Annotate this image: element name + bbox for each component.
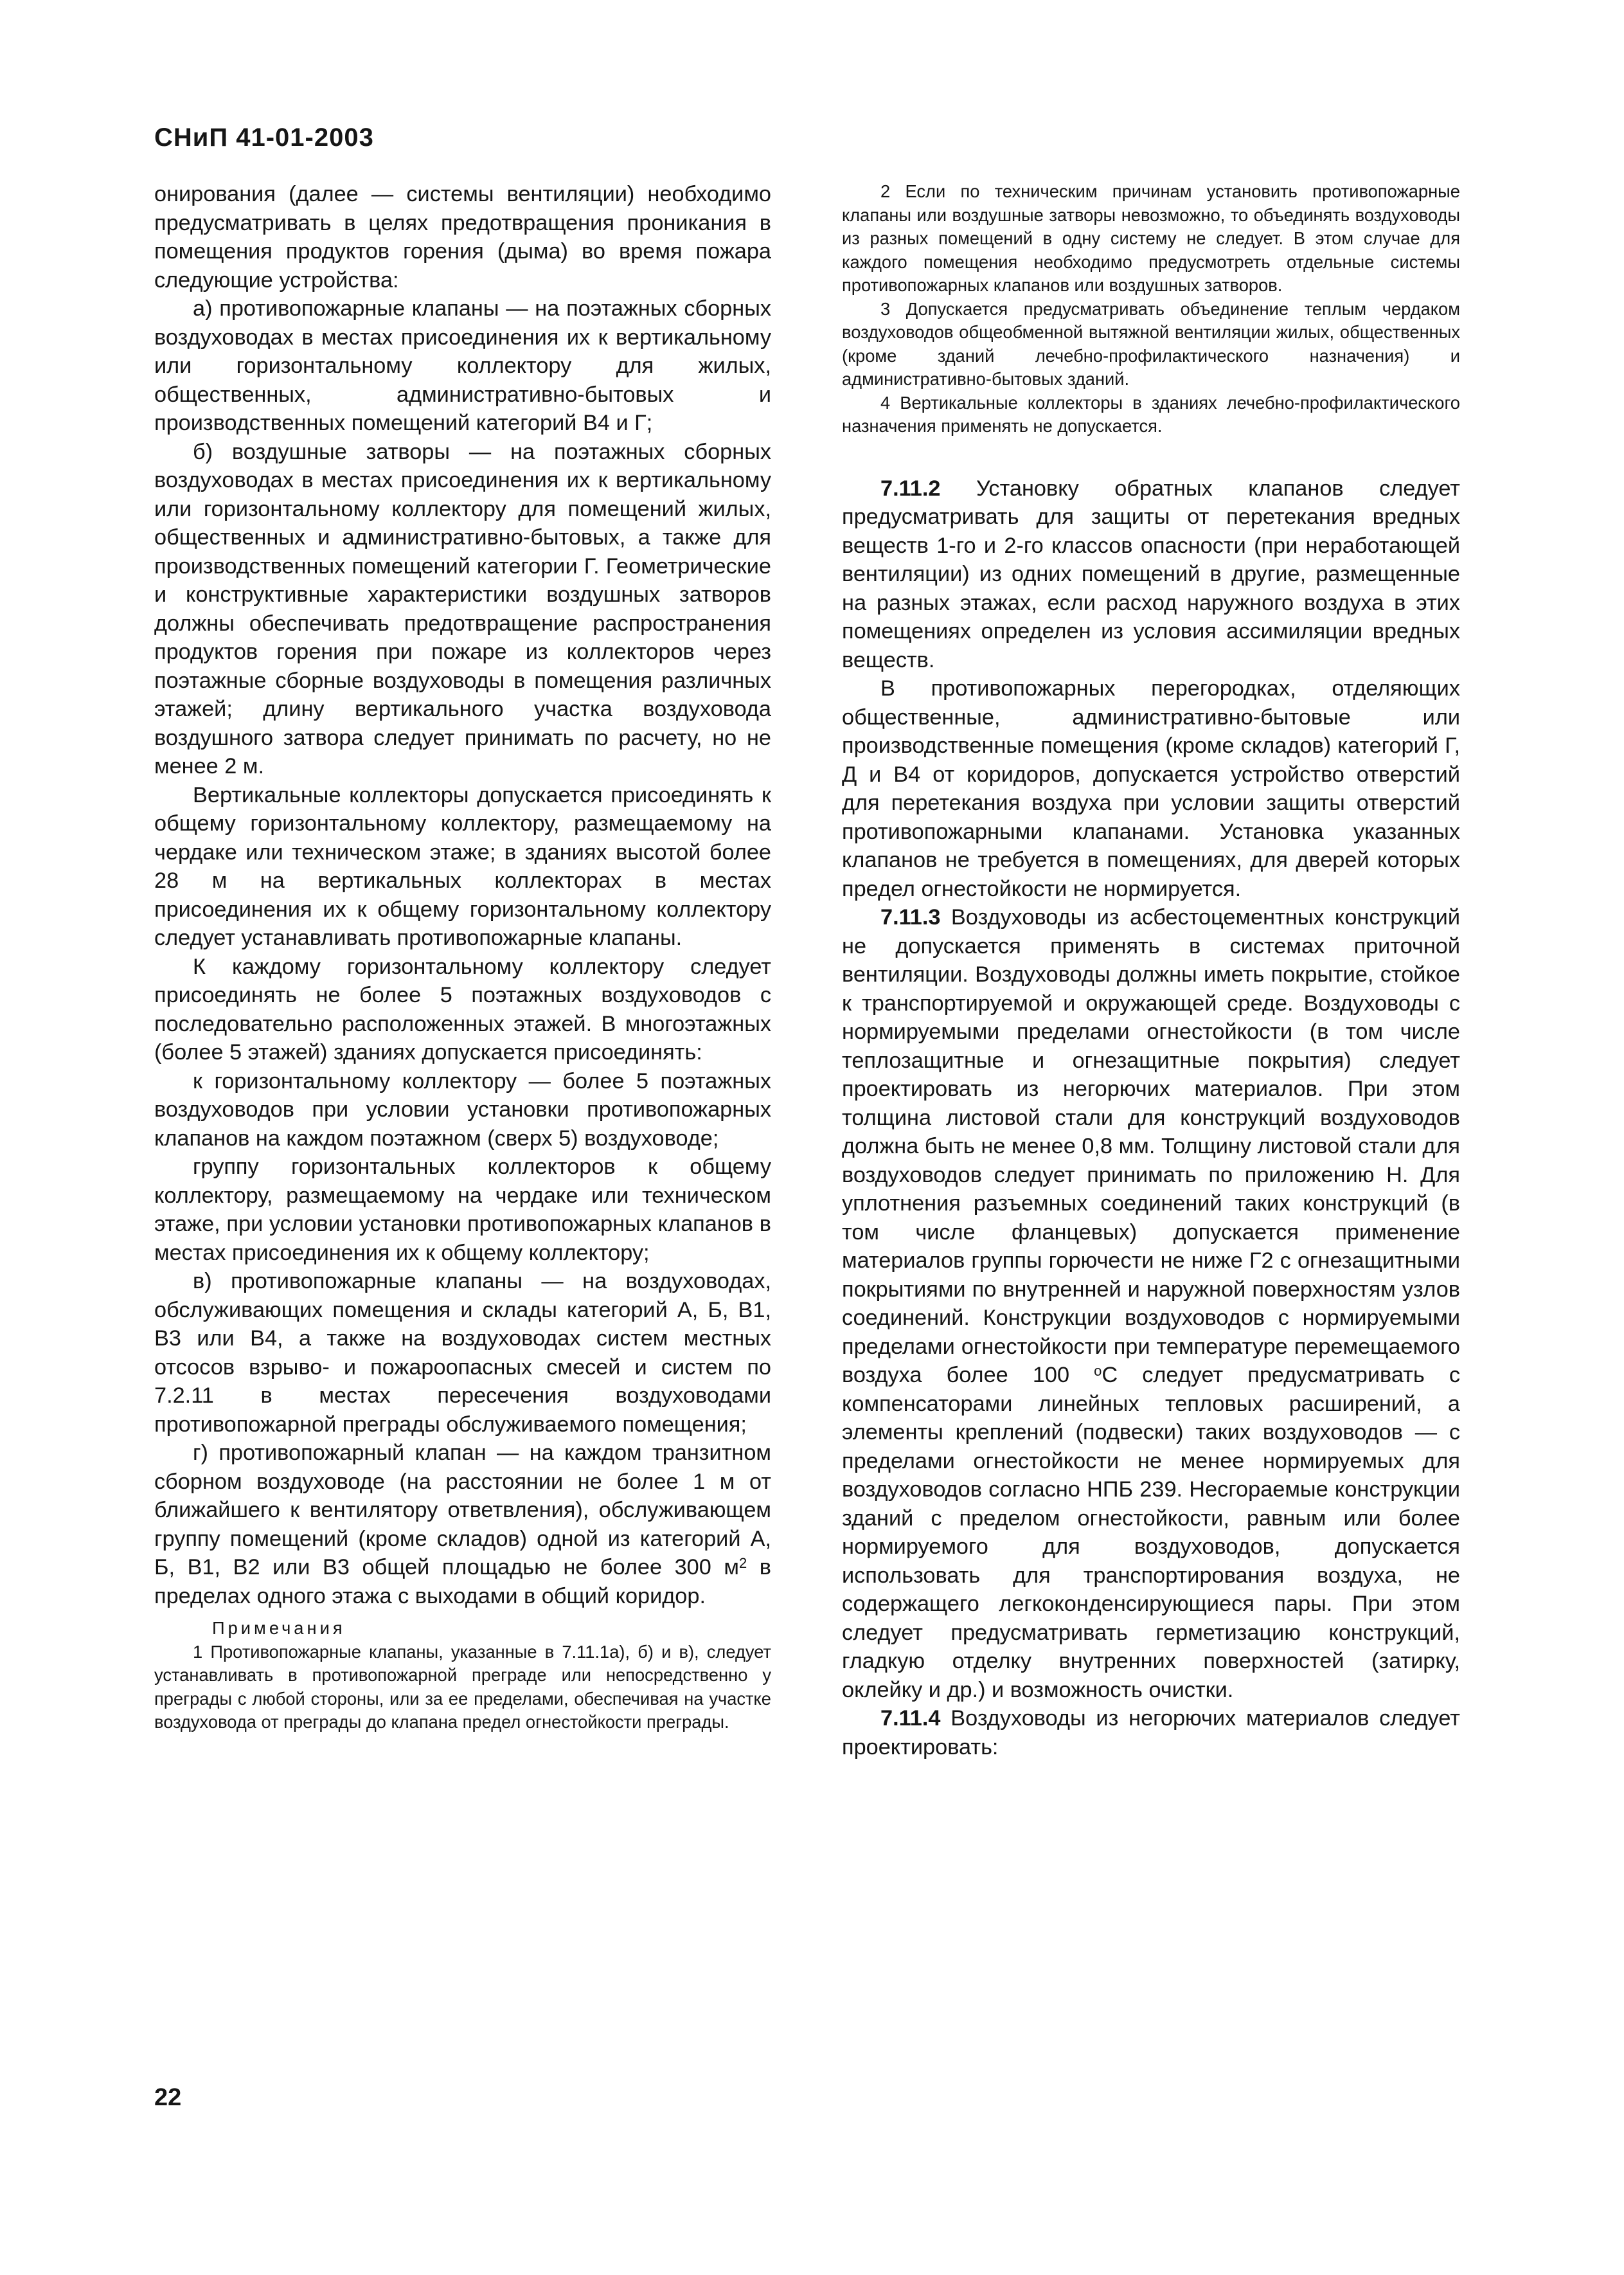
left-column xyxy=(154,180,771,1734)
paragraph-intro: онирования (далее — системы вентиляции) необходимо предусматривать в целях предотвращения проникания в помещения продуктов горения (дыма) во время пожара следующие устройства: xyxy=(154,182,771,292)
section-7-11-2-text: Установку обратных клапанов следует предусматривать для защиты от перетекания вредных веществ 1-го и 2-го классов опасности (при неработающей вентиляции) из одних помещений в другие, размещенные на разных этажах, если расход наружного воздуха в этих помещениях определен из условия ассимиляции вредных веществ. xyxy=(842,476,1460,672)
section-7-11-4-text: Воздуховоды из негорючих материалов следует проектировать: xyxy=(842,1706,1460,1759)
paragraph-item-v: в) противопожарные клапаны — на воздуховодах, обслуживающих помещения и склады категорий А, Б, В1, В3 или В4, а также на воздуховодах систем местных отсосов взрыво- и пожароопасных смесей и систем по 7.2.11 в местах пересечения воздуховодами противопожарной преграды обслуживаемого помещения; xyxy=(154,1269,771,1437)
section-7-11-4 xyxy=(842,1704,1460,1761)
note-4: 4 Вертикальные коллекторы в зданиях лечебно-профилактического назначения применять не допускается. xyxy=(842,392,1460,436)
section-7-11-2 xyxy=(842,474,1460,675)
section-7-11-3 xyxy=(842,903,1460,1704)
paragraph-item-b: б) воздушные затворы — на поэтажных сборных воздуховодах в местах присоединения их к вертикальному или горизонтальному коллектору для помещений жилых, общественных и административно-бытовых, а также для производственных помещений категории Г. Геометрические и конструктивные характеристики воздушных затворов должны обеспечивать предотвращение распространения продуктов горения при пожаре из коллекторов через поэтажные сборные воздуховоды в помещения различных этажей; длину вертикального участка воздуховода воздушного затвора следует принимать по расчету, но не менее 2 м. xyxy=(154,439,771,778)
note-1: 1 Противопожарные клапаны, указанные в 7.11.1а), б) и в), следует устанавливать в противопожарной преграде или непосредственно у преграды с любой стороны, или за ее пределами, обеспечивая на участке воздуховода от преграды до клапана предел огнестойкости преграды. xyxy=(154,1641,771,1732)
notes-heading: Примечания xyxy=(212,1618,346,1638)
note-2: 2 Если по техническим причинам установить противопожарные клапаны или воздушные затворы невозможно, то объединять воздуховоды из разных помещений в одну систему не следует. В этом случае для каждого помещения необходимо предусмотреть отдельные системы противопожарных клапанов или воздушных затворов. xyxy=(842,181,1460,295)
right-column xyxy=(842,180,1460,1761)
section-number-7-11-4: 7.11.4 xyxy=(880,1706,941,1731)
document-code-header: СНиП 41-01-2003 xyxy=(154,123,374,152)
section-7-11-3-text: Воздуховоды из асбестоцементных конструкций не допускается применять в системах приточной вентиляции. Воздуховоды должны иметь покрытие, стойкое к транспортируемой и окружающей среде. Воздуховоды с нормируемыми пределами огнестойкости (в том числе теплозащитные и огнезащитные покрытия) следует проектировать из негорючих материалов. При этом толщина листовой стали для конструкций воздуховодов должна быть не менее 0,8 мм. Толщину листовой стали для воздуховодов следует принимать по приложению Н. Для уплотнения разъемных соединений таких конструкций (в том числе фланцевых) допускается применение материалов группы горючести не ниже Г2 с огнезащитными покрытиями по внутренней и наружной поверхностям узлов соединений. Конструкции воздуховодов с нормируемыми пределами огнестойкости при температуре перемещаемого воздуха более 100 xyxy=(842,905,1460,1387)
paragraph-horizontal-collector: К каждому горизонтальному коллектору следует присоединять не более 5 поэтажных воздуховодов с последовательно расположенных этажей. В многоэтажных (более 5 этажей) зданиях допускается присоединять: xyxy=(154,954,771,1065)
paragraph-more-than-5: к горизонтальному коллектору — более 5 поэтажных воздуховодов при условии установки противопожарных клапанов на каждом поэтажном (сверх 5) воздуховоде; xyxy=(154,1068,771,1151)
section-number-7-11-2: 7.11.2 xyxy=(880,476,941,501)
paragraph-vertical-collectors: Вертикальные коллекторы допускается присоединять к общему горизонтальному коллектору, размещаемому на чердаке или техническом этаже; в зданиях высотой более 28 м на вертикальных коллекторах в местах присоединения их к общему горизонтальному коллектору следует устанавливать противопожарные клапаны. xyxy=(154,782,771,950)
item-g-text-end: в пределах одного этажа с выходами в общий коридор. xyxy=(154,1555,771,1608)
superscript-2: 2 xyxy=(738,1555,747,1571)
page-number: 22 xyxy=(154,2084,182,2111)
degree-superscript: о xyxy=(1094,1363,1102,1379)
paragraph-group-collectors: группу горизонтальных коллекторов к общему коллектору, размещаемому на чердаке или техническом этаже, при условии установки противопожарных клапанов в местах присоединения их к общему коллектору; xyxy=(154,1155,771,1265)
note-3: 3 Допускается предусматривать объединение теплым чердаком воздуховодов общеобменной вытяжной вентиляции жилых, общественных (кроме зданий лечебно-профилактического назначения) и административно-бытовых зданий. xyxy=(842,298,1460,389)
paragraph-item-a: а) противопожарные клапаны — на поэтажных сборных воздуховодах в местах присоединения их к вертикальному или горизонтальному коллектору для жилых, общественных, административно-бытовых и производственных помещений категорий В4 и Г; xyxy=(154,296,771,435)
section-number-7-11-3: 7.11.3 xyxy=(880,905,941,930)
section-7-11-3-text-end: С следует предусматривать с компенсаторами линейных тепловых расширений, а элементы креплений (подвески) таких воздуховодов — с пределами огнестойкости не менее нормируемых для воздуховодов согласно НПБ 239. Несгораемые конструкции зданий с пределом огнестойкости, равным или более нормируемого для воздуховодов, допускается использовать для транспортирования воздуха, не содержащего легкоконденсирующиеся пары. При этом следует предусматривать герметизацию конструкций, гладкую отделку внутренних поверхностей (затирку, оклейку и др.) и возможность очистки. xyxy=(842,1363,1460,1702)
item-g-text: г) противопожарный клапан — на каждом транзитном сборном воздуховоде (на расстоянии не более 1 м от ближайшего к вентилятору ответвления), обслуживающем группу помещений (кроме складов) одной из категорий А, Б, В1, В2 или В3 общей площадью не более 300 м xyxy=(154,1441,771,1579)
paragraph-item-g xyxy=(154,1439,771,1610)
section-7-11-2-paragraph-2: В противопожарных перегородках, отделяющих общественные, административно-бытовые или производственные помещения (кроме складов) категорий Г, Д и В4 от коридоров, допускается устройство отверстий для перетекания воздуха при условии защиты отверстий противопожарными клапанами. Установка указанных клапанов не требуется в помещениях, для дверей которых предел огнестойкости не нормируется. xyxy=(842,676,1460,901)
